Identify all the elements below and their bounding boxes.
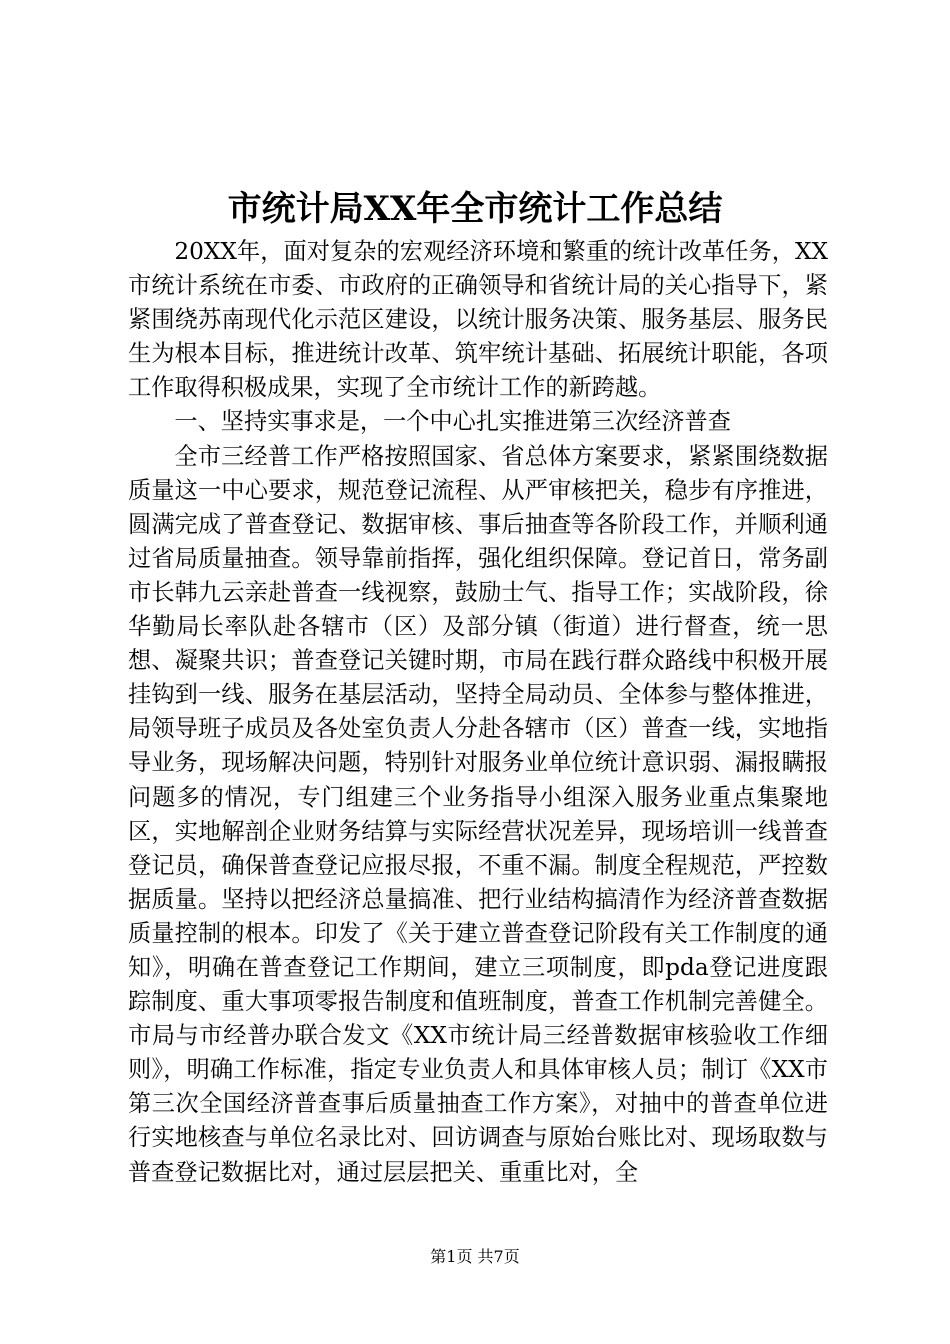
section-1-paragraph: 全市三经普工作严格按照国家、省总体方案要求，紧紧围绕数据质量这一中心要求，规范登记流程、从严审核把关，稳步有序推进，圆满完成了普查登记、数据审核、事后抽查等各阶段工作，并顺利通过省局质量抽查。领导靠前指挥，强化组织保障。登记首日，常务副市长韩九云亲赴普查一线视察，鼓励士气、指导工作；实战阶段，徐华勤局长率队赴各辖市（区）及部分镇（街道）进行督查，统一思想、凝聚共识；普查登记关键时期，市局在践行群众路线中积极开展挂钩到一线、服务在基层活动，坚持全局动员、全体参与整体推进，局领导班子成员及各处室负责人分赴各辖市（区）普查一线，实地指导业务，现场解决问题，特别针对服务业单位统计意识弱、漏报瞒报问题多的情况，专门组建三个业务指导小组深入服务业重点集聚地区，实地解剖企业财务结算与实际经营状况差异，现场培训一线普查登记员，确保普查登记应报尽报，不重不漏。制度全程规范，严控数据质量。坚持以把经济总量搞准、把行业结构搞清作为经济普查数据质量控制的根本。印发了《关于建立普查登记阶段有关工作制度的通知》，明确在普查登记工作期间，建立三项制度，即pda登记进度跟踪制度、重大事项零报告制度和值班制度，普查工作机制完善健全。市局与市经普办联合发文《XX市统计局三经普数据审核验收工作细则》，明确工作标准，指定专业负责人和具体审核人员；制订《XX市第三次全国经济普查事后质量抽查工作方案》，对抽中的普查单位进行实地核查与单位名录比对、回访调查与原始台账比对、现场取数与普查登记数据比对，通过层层把关、重重比对，全: [128, 442, 828, 1186]
document-body: [128, 235, 828, 1190]
section-heading-1: 一、坚持实事求是，一个中心扎实推进第三次经济普查: [174, 408, 731, 436]
page-number: 第1页 共7页: [430, 1247, 520, 1266]
intro-paragraph: 20XX年，面对复杂的宏观经济环境和繁重的统计改革任务，XX市统计系统在市委、市政府的正确领导和省统计局的关心指导下，紧紧围绕苏南现代化示范区建设，以统计服务决策、服务基层、服务民生为根本目标，推进统计改革、筑牢统计基础、拓展统计职能，各项工作取得积极成果，实现了全市统计工作的新跨越。: [128, 238, 828, 402]
document-title: 市统计局XX年全市统计工作总结: [227, 189, 723, 229]
